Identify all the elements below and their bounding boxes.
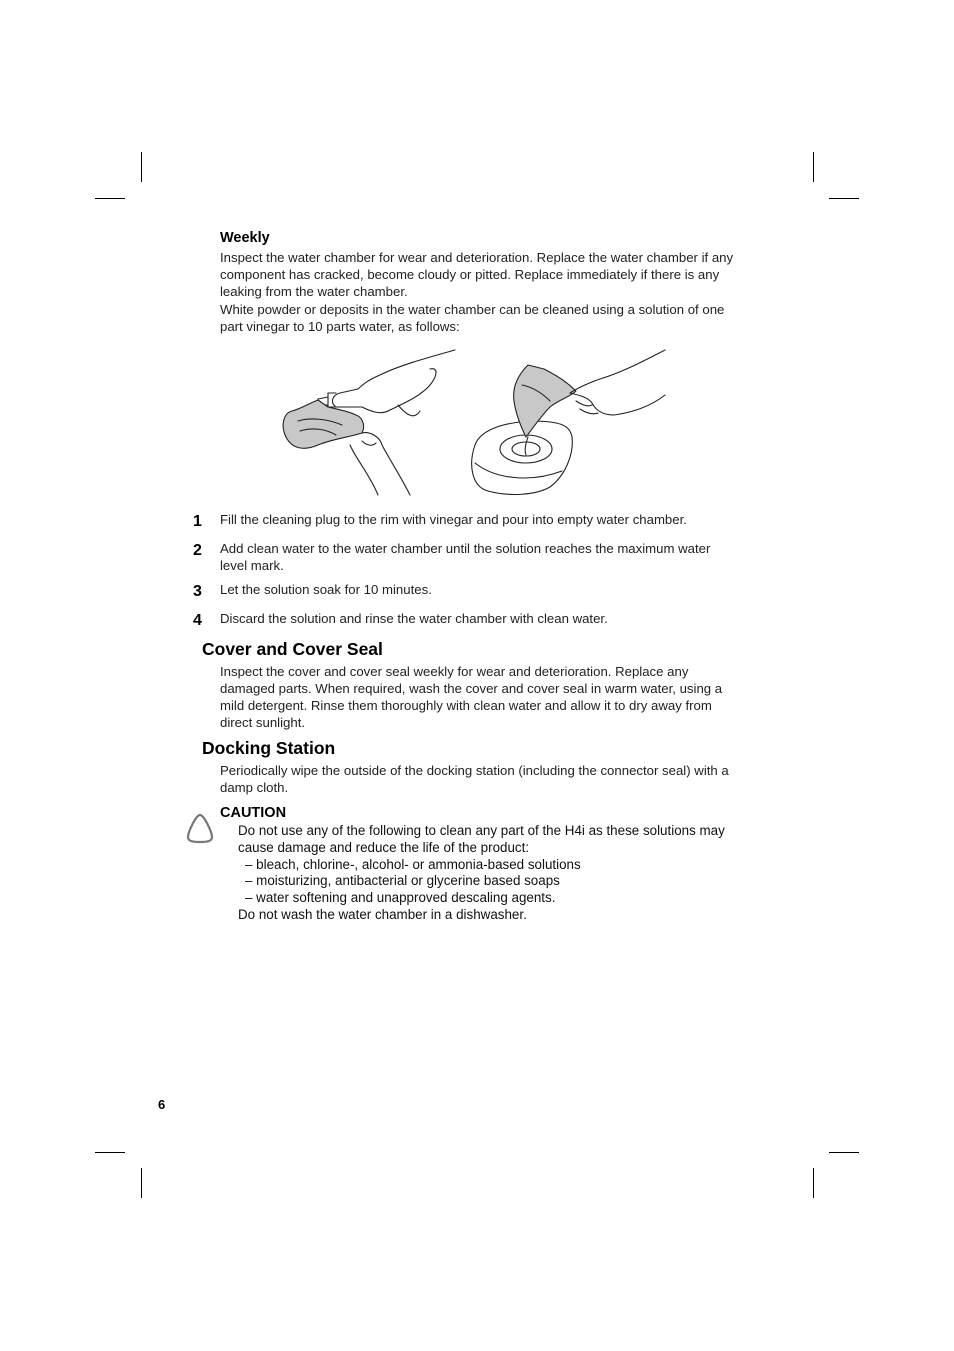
- crop-mark-bottom-left-horizontal: [95, 1152, 125, 1153]
- weekly-paragraph-1: Inspect the water chamber for wear and deterioration. Replace the water chamber if any component has cracked, become cloudy or pitted. Replace immediately if there is any leaking from the water chamber.: [220, 250, 734, 299]
- step-text: Fill the cleaning plug to the rim with vinegar and pour into empty water chamber.: [220, 512, 687, 527]
- step-text: Discard the solution and rinse the water chamber with clean water.: [220, 611, 608, 626]
- cleaning-illustration-svg: [270, 345, 680, 505]
- cleaning-illustration: [270, 345, 680, 505]
- crop-mark-bottom-right-horizontal: [829, 1152, 859, 1153]
- step-1: [193, 511, 738, 530]
- step-number: 1: [193, 513, 202, 530]
- crop-mark-top-left-horizontal: [95, 198, 125, 199]
- step-3: [193, 581, 738, 600]
- step-text: Add clean water to the water chamber until the solution reaches the maximum water level mark.: [220, 541, 711, 573]
- step-number: 2: [193, 542, 202, 559]
- caution-list-item: – moisturizing, antibacterial or glycerine based soaps: [245, 873, 560, 889]
- crop-mark-top-right-vertical: [813, 152, 814, 182]
- crop-mark-top-right-horizontal: [829, 198, 859, 199]
- docking-text: Periodically wipe the outside of the docking station (including the connector seal) with a damp cloth.: [220, 763, 729, 795]
- cover-text: Inspect the cover and cover seal weekly for wear and deterioration. Replace any damaged parts. When required, wash the cover and cover seal in warm water, using a mild detergent. Rinse them thoroughly with clean water and allow it to dry away from direct sunlight.: [220, 664, 723, 730]
- caution-body: [238, 823, 738, 924]
- cover-heading: Cover and Cover Seal: [202, 639, 383, 659]
- step-number: 3: [193, 583, 202, 600]
- caution-intro: Do not use any of the following to clean any part of the H4i as these solutions may cause damage and reduce the life of the product:: [238, 823, 725, 855]
- caution-heading: CAUTION: [220, 805, 287, 821]
- weekly-paragraph-2: White powder or deposits in the water chamber can be cleaned using a solution of one part vinegar to 10 parts water, as follows:: [220, 302, 725, 334]
- step-text: Let the solution soak for 10 minutes.: [220, 582, 432, 597]
- crop-mark-bottom-left-vertical: [141, 1168, 142, 1198]
- docking-heading: Docking Station: [202, 738, 336, 758]
- crop-mark-top-left-vertical: [141, 152, 142, 182]
- caution-list-item: – water softening and unapproved descaling agents.: [245, 890, 556, 906]
- caution-icon: [184, 812, 216, 844]
- crop-mark-bottom-right-vertical: [813, 1168, 814, 1198]
- step-2: [193, 540, 738, 574]
- caution-footer: Do not wash the water chamber in a dishwasher.: [238, 906, 527, 922]
- step-number: 4: [193, 612, 202, 629]
- caution-list-item: – bleach, chlorine-, alcohol- or ammonia-based solutions: [245, 856, 581, 872]
- step-4: [193, 610, 738, 629]
- weekly-heading: Weekly: [220, 230, 270, 246]
- page-number: 6: [158, 1097, 166, 1112]
